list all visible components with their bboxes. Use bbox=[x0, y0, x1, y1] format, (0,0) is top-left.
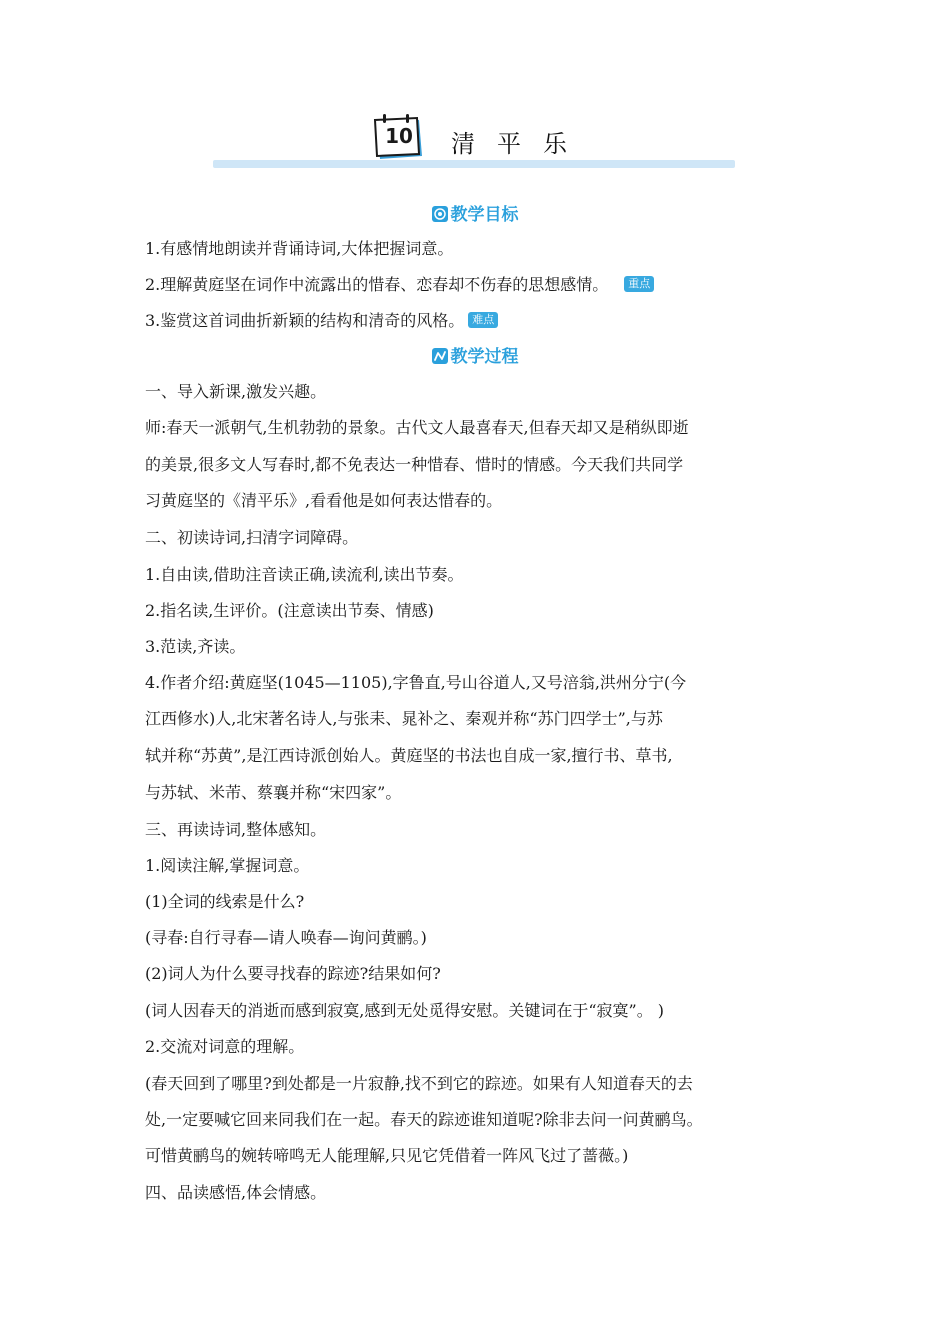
objectives-heading-text: 教学目标 bbox=[450, 205, 519, 225]
process-line: 习黄庭坚的《清平乐》,看看他是如何表达惜春的。 bbox=[145, 491, 503, 510]
process-icon bbox=[432, 348, 448, 364]
difficulty-badge: 难点 bbox=[468, 312, 498, 328]
target-icon bbox=[432, 206, 448, 222]
process-line: 3.范读,齐读。 bbox=[145, 637, 246, 656]
objective-item: 3.鉴赏这首词曲折新颖的结构和清奇的风格。 难点 bbox=[145, 308, 815, 331]
process-line: 江西修水)人,北宋著名诗人,与张耒、晁补之、秦观并称“苏门四学士”,与苏 bbox=[145, 709, 663, 728]
process-line: 与苏轼、米芾、蔡襄并称“宋四家”。 bbox=[145, 783, 402, 802]
header-divider bbox=[213, 160, 735, 168]
objective-item: 1.有感情地朗读并背诵诗词,大体把握词意。 bbox=[145, 239, 454, 258]
key-point-badge: 重点 bbox=[624, 276, 654, 292]
process-line: 的美景,很多文人写春时,都不免表达一种惜春、惜时的情感。今天我们共同学 bbox=[145, 455, 684, 474]
process-heading bbox=[0, 342, 950, 367]
process-line: 2.指名读,生评价。(注意读出节奏、情感) bbox=[145, 601, 434, 620]
process-line: 一、导入新课,激发兴趣。 bbox=[145, 382, 327, 401]
process-line: 二、初读诗词,扫清字词障碍。 bbox=[145, 528, 359, 547]
lesson-title: 清平乐 bbox=[451, 130, 589, 158]
process-line: (1)全词的线索是什么? bbox=[145, 892, 305, 911]
process-line: 可惜黄鹂鸟的婉转啼鸣无人能理解,只见它凭借着一阵风飞过了蔷薇。) bbox=[145, 1146, 629, 1165]
process-line: (春天回到了哪里?到处都是一片寂静,找不到它的踪迹。如果有人知道春天的去 bbox=[145, 1074, 693, 1093]
process-line: 2.交流对词意的理解。 bbox=[145, 1037, 305, 1056]
process-line: 1.自由读,借助注音读正确,读流利,读出节奏。 bbox=[145, 565, 464, 584]
process-line: 1.阅读注解,掌握词意。 bbox=[145, 856, 310, 875]
lesson-number: 10 bbox=[385, 124, 413, 148]
process-line: 师:春天一派朝气,生机勃勃的景象。古代文人最喜春天,但春天却又是稍纵即逝 bbox=[145, 418, 689, 437]
objective-item: 2.理解黄庭坚在词作中流露出的惜春、恋春却不伤春的思想感情。 重点 bbox=[145, 272, 815, 295]
process-line: 三、再读诗词,整体感知。 bbox=[145, 820, 327, 839]
process-line: 处,一定要喊它回来同我们在一起。春天的踪迹谁知道呢?除非去问一问黄鹂鸟。 bbox=[145, 1110, 703, 1129]
process-line: (寻春:自行寻春—请人唤春—询问黄鹂。) bbox=[145, 928, 427, 947]
objectives-heading bbox=[0, 200, 950, 225]
process-line: 轼并称“苏黄”,是江西诗派创始人。黄庭坚的书法也自成一家,擅行书、草书, bbox=[145, 746, 673, 765]
process-line: (词人因春天的消逝而感到寂寞,感到无处觅得安慰。关键词在于“寂寞”。 ) bbox=[145, 1001, 665, 1020]
process-line: (2)词人为什么要寻找春的踪迹?结果如何? bbox=[145, 964, 441, 983]
lesson-header bbox=[213, 112, 735, 174]
process-line: 四、品读感悟,体会情感。 bbox=[145, 1183, 327, 1202]
process-line: 4.作者介绍:黄庭坚(1045—1105),字鲁直,号山谷道人,又号涪翁,洪州分宁(今 bbox=[145, 673, 687, 692]
process-heading-text: 教学过程 bbox=[450, 347, 519, 367]
